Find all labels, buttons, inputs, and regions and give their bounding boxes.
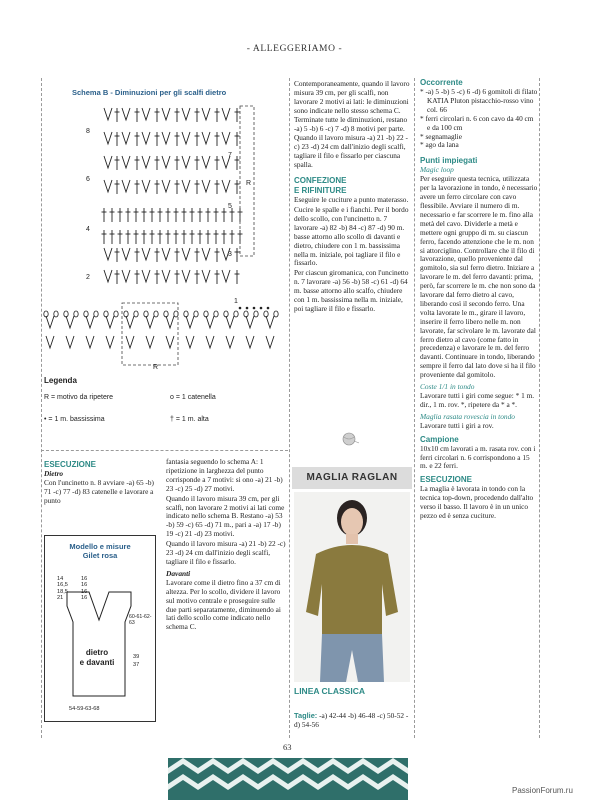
list-item: * segnamaglie [420, 131, 462, 141]
paragraph: Eseguire le cuciture a punto materasso. [294, 195, 409, 205]
section-title: E RIFINITURE [294, 186, 347, 196]
section-title: CONFEZIONE [294, 176, 347, 186]
paragraph: Contemporaneamente, quando il lavoro misura 39 cm, per gli scalfi, non lavorare 2 motivi ai lati: le diminuzioni sono indicate nello stesso schema C. Terminate tutte le diminuzioni, restano -a) 5 -b) 6 -c) 7 -d) 8 motivi per parte. [294, 79, 410, 133]
model-subtitle: Gilet rosa [82, 551, 118, 560]
measure-bottom: 54-59-63-68 [69, 706, 100, 712]
legend-item-treble: † = 1 m. alta [170, 416, 209, 423]
model-diagram-box [44, 535, 156, 722]
row-number: 2 [86, 274, 90, 281]
row-number: 5 [228, 203, 232, 210]
row-number: 6 [86, 176, 90, 183]
legend-item-slip: • = 1 m. bassissima [44, 416, 105, 423]
subsection-title: Magic loop [420, 165, 454, 175]
section-title: ESECUZIONE [44, 460, 97, 469]
yarn-ball-icon [341, 432, 359, 446]
measure-list: 16 16 16 16 [81, 576, 88, 602]
crochet-chart [42, 98, 286, 383]
column-divider [414, 78, 415, 738]
row-number: 7 [228, 152, 232, 159]
page-margin-line [539, 78, 540, 738]
paragraph: Quando il lavoro misura 39 cm, per gli scalfi, non lavorare 2 motivi ai lati come indicato nello schema B. Restano -a) 53 -b) 59 -c) 65 -d) 71 m., pari a -a) 17 -b) 19 -c) 21 -d) 23 motivi. [166, 493, 285, 539]
paragraph: Quando il lavoro misura -a) 21 -b) 22 -c) 23 -d) 24 cm dall'inizio degli scalfi, tagliare il filo e fissarlo. [166, 539, 286, 566]
paragraph: La maglia è lavorata in tondo con la tecnica top-down, procedendo dall'alto verso il basso. Il lavoro è in un unico pezzo ed è senza cuciture. [420, 484, 534, 521]
row-number: 4 [86, 226, 90, 233]
paragraph: Lavorare tutti i giri a rov. [420, 420, 494, 430]
legend-title: Legenda [44, 376, 77, 385]
running-header: - ALLEGGERIAMO - [246, 44, 343, 54]
column-esecuzione [44, 456, 156, 507]
repeat-label-bottom: R [153, 364, 159, 371]
measure-side: 60-61-62-63 [129, 614, 152, 626]
knit-pattern-band [168, 758, 408, 800]
materials-list [420, 88, 538, 150]
column-dietro-continued [166, 458, 286, 633]
section-divider [41, 450, 288, 451]
section-title: Campione [420, 434, 459, 444]
paragraph: Con l'uncinetto n. 8 avviare -a) 65 -b) 71 -c) 77 -d) 83 catenelle e lavorare a punto [44, 477, 154, 505]
linea-label: LINEA CLASSICA [294, 686, 365, 696]
schema-title: Schema B - Diminuzioni per gli scalfi dietro [72, 88, 227, 97]
measure-39: 39 [133, 654, 140, 660]
repeat-label: R [246, 180, 252, 187]
list-item: * -a) 5 -b) 5 -c) 6 -d) 6 gomitoli di filato KATIA Pluton pistacchio-rosso vino col. 66 [420, 87, 538, 114]
column-materials [420, 78, 538, 522]
garment-schematic [59, 570, 139, 700]
sizes-text: Taglie: -a) 42-44 -b) 46-48 -c) 50-52 -d) 54-56 [294, 711, 409, 729]
row-number: 3 [228, 251, 232, 258]
column-divider [289, 78, 290, 738]
measure-37: 37 [133, 662, 140, 668]
page-number: 63 [283, 742, 292, 752]
subsection-title: Davanti [166, 568, 191, 578]
section-title: ESECUZIONE [420, 475, 473, 485]
list-item: * ago da lana [420, 140, 459, 150]
paragraph: Cucire le spalle e i fianchi. Per il bordo dello scollo, con l'uncinetto n. 7 lavorare -a) 82 -b) 84 -c) 87 -d) 90 m. basse attorno allo scollo di davanti e dietro, chiudere con 1 m. bassissima nella m. iniziale, poi tagliare il filo e fissarlo. [294, 204, 409, 268]
section-title: Occorrente [420, 78, 463, 87]
paragraph: Per ciascun giromanica, con l'uncinetto n. 7 lavorare -a) 56 -b) 58 -c) 61 -d) 64 m. basse attorno allo scalfo, chiudere con 1 m. bassissima nella m. iniziale, poi tagliare il filo e fissarlo. [294, 268, 409, 313]
legend-item-repeat: R = motivo da ripetere [44, 394, 114, 401]
row-number: 8 [86, 128, 90, 135]
subsection-title: Coste 1/1 in tondo [420, 382, 475, 392]
measure-list: 14 16,5 18,5 21 [57, 576, 68, 602]
subsection-title: Dietro [44, 469, 64, 478]
subsection-title: Maglia rasata rovescia in tondo [420, 411, 515, 421]
row-number: 1 [234, 298, 238, 305]
model-title: Modello e misure [69, 542, 131, 551]
section-title: Punti impiegati [420, 156, 478, 166]
list-item: * ferri circolari n. 6 con cavo da 40 cm e da 100 cm [420, 113, 534, 132]
model-photo [294, 492, 410, 682]
paragraph: Per eseguire questa tecnica, utilizzata per la lavorazione in tondo, è necessario avere un ferro circolare con cavo flessibile. Avviare il numero di m. necessario e far scorrere le m. fino alla metà del cavo. Dividerle a metà e mettere ogni gruppo di m. su ciascun ferro, facendo attenzione che le m. non si attorciglino. Controllare che il filo di lavorazione, quello proveniente dal gomitolo, sia sul ferro dietro. Iniziare a lavorare le m. del ferro davanti: prima, però, far scorrere le m. che non sono da lavorare dal ferro dietro al cavo, liberando così il secondo ferro. Una volta lavorate le m., girare il lavoro, inserire il ferro libero nelle m. non lavorate, far scivolare le m. lavorate dal ferro dietro al cavo (come fatto in precedenza) e lavorare le m. del ferro davanti. Continuare in tondo, liberando sempre il ferro dal lato dove si ha il filo proveniente dal gomitolo. [420, 174, 538, 380]
paragraph: Lavorare tutti i giri come segue: * 1 m. dir., 1 m. rov. *, ripetere da * a *. [420, 391, 535, 409]
pattern-title-banner: MAGLIA RAGLAN [292, 467, 412, 489]
paragraph: Lavorare come il dietro fino a 37 cm di altezza. Per lo scollo, dividere il lavoro sul motivo centrale e proseguire sulle due parti separatamente, diminuendo ai lati dello scollo come indicato nello schema C. [166, 577, 281, 632]
column-confezione [294, 80, 411, 315]
paragraph: fantasia seguendo lo schema A: 1 ripetizione in larghezza del punto corrisponde a 7 motivi: si ono -a) 21 -b) 23 -c) 25 -d) 27 motivi. [166, 457, 283, 493]
paragraph: Quando il lavoro misura -a) 21 -b) 22 -c) 23 -d) 24 cm dall'inizio degli scalfi, tagliare il filo e fissarlo per ciascuna spalla. [294, 133, 408, 170]
body-label: dietro e davanti [79, 648, 115, 667]
paragraph: 10x10 cm lavorati a m. rasata rov. con i ferri circolari n. 6 corrispondono a 15 m. e 22 ferri. [420, 443, 536, 471]
watermark: PassionForum.ru [512, 786, 573, 795]
legend-item-chain: o = 1 catenella [170, 394, 216, 401]
